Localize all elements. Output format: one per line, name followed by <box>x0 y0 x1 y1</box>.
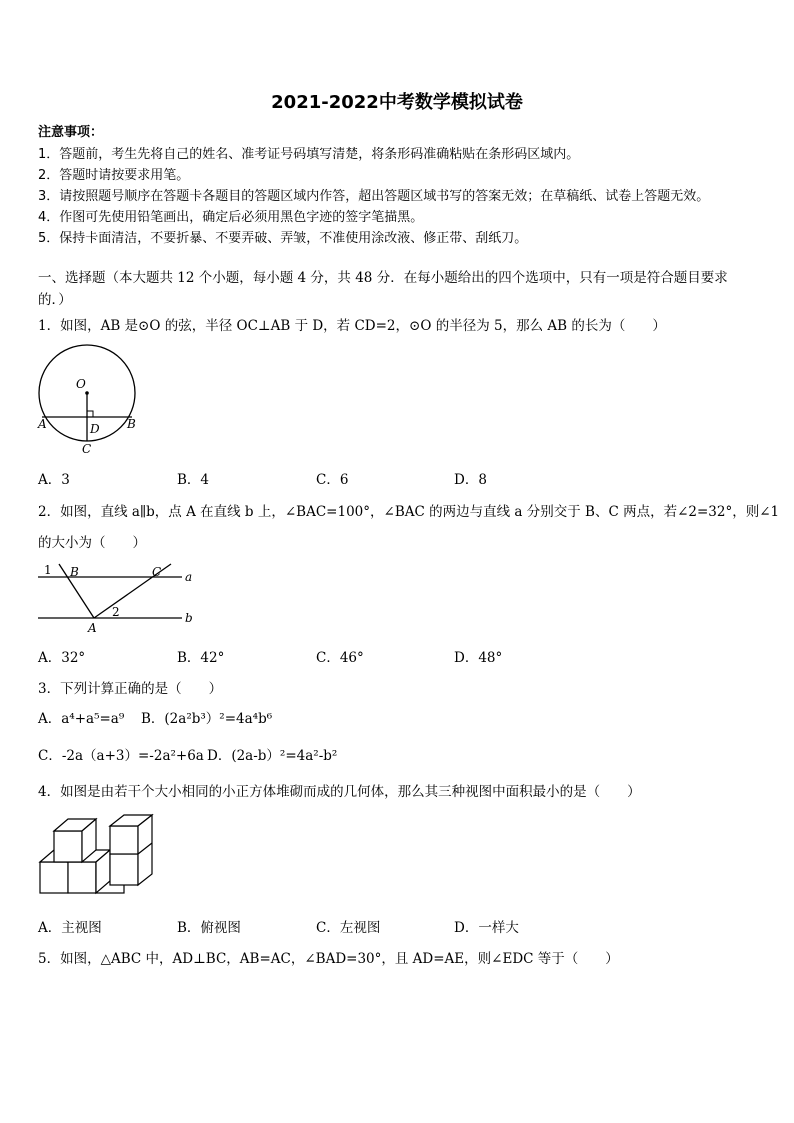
q3-option-a: A．a⁴+a⁵=a⁹ <box>38 711 125 727</box>
notes-heading: 注意事项： <box>38 125 104 140</box>
section-heading: 一、选择题（本大题共 12 个小题，每小题 4 分，共 48 分．在每小题给出的四个选项中，只有一项是符合题目要求 <box>38 270 728 286</box>
q4-option-a: A．主视图 <box>38 920 102 936</box>
question-1-text: 1．如图，AB 是⊙O 的弦，半径 OC⊥AB 于 D，若 CD=2，⊙O 的半径为 5，那么 AB 的长为（ ） <box>38 318 666 334</box>
q4-option-c: C．左视图 <box>316 920 381 936</box>
label-b: B <box>70 565 79 579</box>
q1-option-d: D．8 <box>454 472 487 488</box>
note-item: 5．保持卡面清洁，不要折暴、不要弄破、弄皱，不准使用涂改液、修正带、刮纸刀。 <box>38 231 528 246</box>
question-4-text: 4．如图是由若干个大小相同的小正方体堆砌而成的几何体，那么其三种视图中面积最小的是（ ） <box>38 784 641 800</box>
q3-option-d: D．(2a-b）²=4a²-b² <box>207 748 338 764</box>
q3-option-c: C．-2a（a+3）=-2a²+6a <box>38 748 204 764</box>
label-o: O <box>76 377 86 391</box>
q2-option-b: B．42° <box>177 650 225 666</box>
label-d: D <box>90 422 100 436</box>
label-b: B <box>127 417 136 431</box>
q2-option-d: D．48° <box>454 650 503 666</box>
label-a: A <box>38 417 47 431</box>
q2-option-a: A．32° <box>38 650 86 666</box>
note-item: 1．答题前，考生先将自己的姓名、准考证号码填写清楚，将条形码准确粘贴在条形码区域内。 <box>38 147 580 162</box>
label-line-a: a <box>185 570 193 584</box>
q4-option-b: B．俯视图 <box>177 920 241 936</box>
section-heading-cont: 的．） <box>38 292 72 308</box>
question-2-text-cont: 的大小为（ ） <box>38 535 146 551</box>
q3-option-b: B．(2a²b³）²=4a⁴b⁶ <box>141 711 273 727</box>
question-3-text: 3．下列计算正确的是（ ） <box>38 681 223 697</box>
question-5-text: 5．如图，△ABC 中，AD⊥BC，AB=AC，∠BAD=30°，且 AD=AE，则∠EDC 等于（ ） <box>38 951 619 967</box>
note-item: 4．作图可先使用铅笔画出，确定后必须用黑色字迹的签字笔描黑。 <box>38 210 424 225</box>
label-1: 1 <box>44 563 52 577</box>
note-item: 3．请按照题号顺序在答题卡各题目的答题区域内作答，超出答题区域书写的答案无效；在草稿纸、试卷上答题无效。 <box>38 189 710 204</box>
cubes-figure <box>35 812 160 898</box>
page-title: 2021-2022中考数学模拟试卷 <box>271 92 523 113</box>
note-item: 2．答题时请按要求用笔。 <box>38 168 190 183</box>
q4-option-d: D．一样大 <box>454 920 519 936</box>
q2-option-c: C．46° <box>316 650 364 666</box>
q1-option-a: A．3 <box>38 472 70 488</box>
q1-option-c: C．6 <box>316 472 349 488</box>
parallel-lines-figure <box>32 558 202 636</box>
circle-figure <box>32 340 147 460</box>
label-a: A <box>88 621 97 635</box>
q1-option-b: B．4 <box>177 472 210 488</box>
label-c: C <box>82 442 92 456</box>
label-2: 2 <box>112 605 120 619</box>
label-c: C <box>152 565 162 579</box>
label-line-b: b <box>185 611 193 625</box>
question-2-text: 2．如图，直线 a∥b，点 A 在直线 b 上，∠BAC=100°，∠BAC 的两边与直线 a 分别交于 B、C 两点，若∠2=32°，则∠1 <box>38 504 780 520</box>
